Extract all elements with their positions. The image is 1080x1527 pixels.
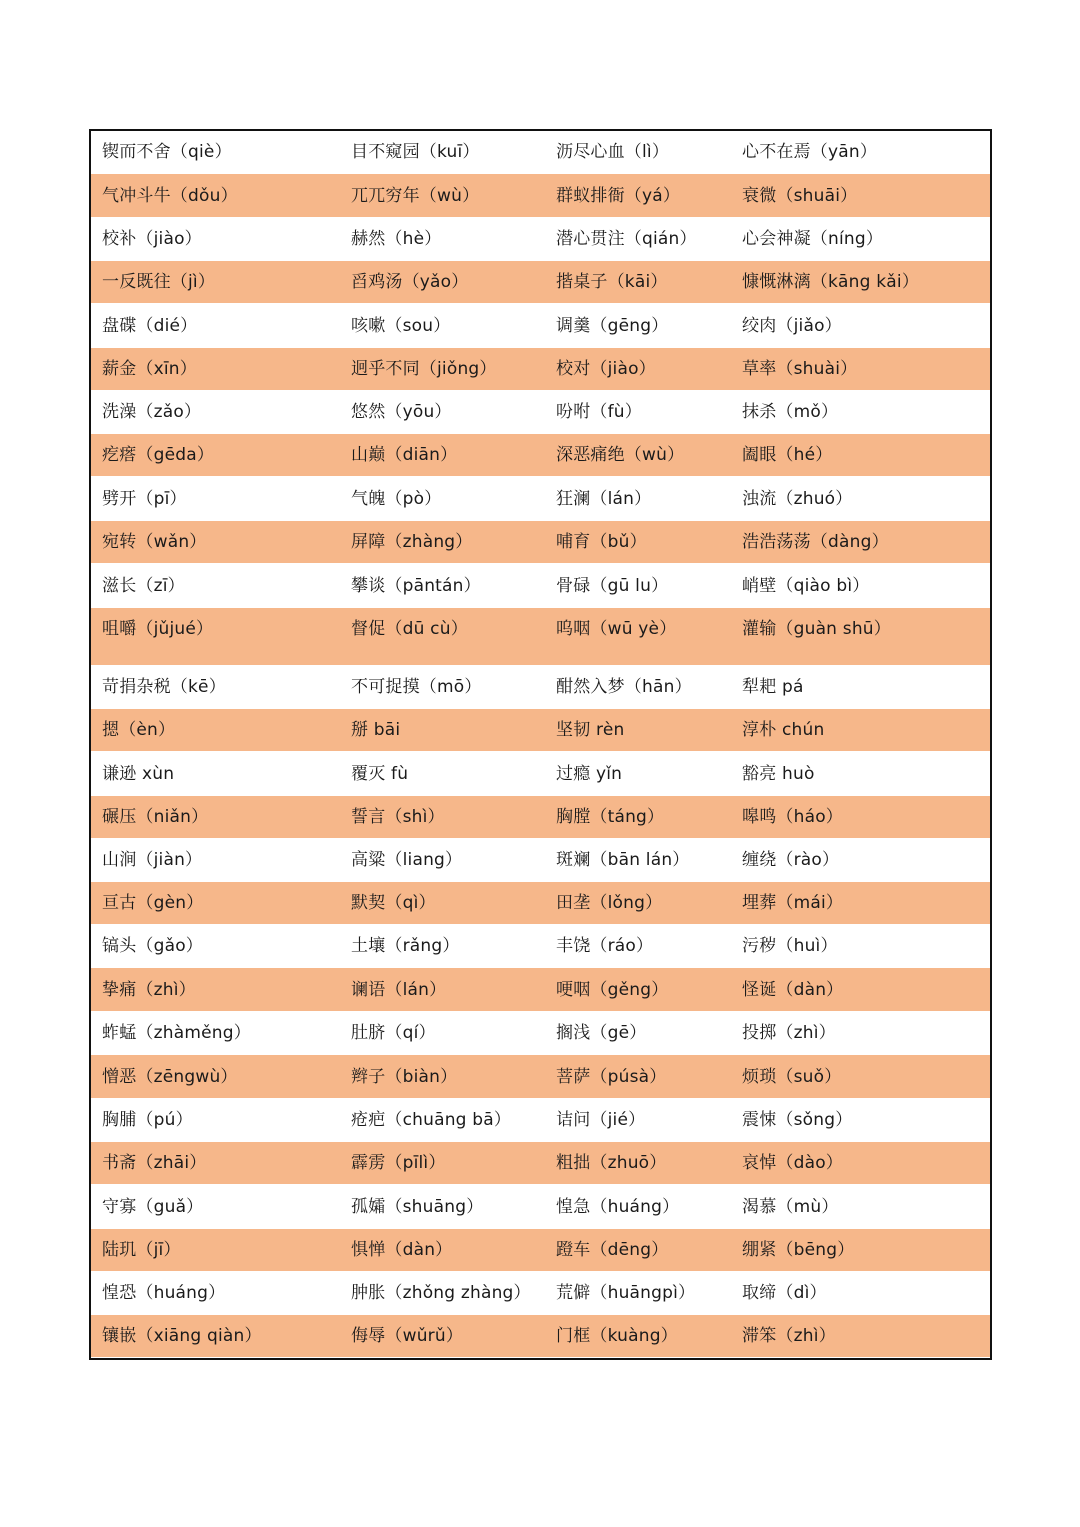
word-entry: 浩浩荡荡（dàng） <box>742 532 889 552</box>
word-entry: 污秽（huì） <box>742 936 838 956</box>
word-entry: 揩桌子（kāi） <box>556 272 668 292</box>
word-entry: 酣然入梦（hān） <box>556 677 692 697</box>
table-row <box>91 1099 990 1142</box>
word-entry: 渴慕（mù） <box>742 1196 839 1217</box>
word-entry: 劈开（pī） <box>102 488 187 509</box>
word-entry: 谦逊 xùn <box>102 763 175 784</box>
word-entry: 调羹（gēng） <box>556 315 669 336</box>
word-entry: 阖眼（hé） <box>742 445 833 465</box>
table-row <box>91 174 990 218</box>
word-entry: 惧惮（dàn） <box>351 1240 453 1260</box>
table-row <box>91 521 990 564</box>
word-entry: 门框（kuàng） <box>556 1326 678 1346</box>
table-row <box>91 608 990 666</box>
word-entry: 慷慨淋漓（kāng kǎi） <box>742 272 920 292</box>
word-entry: 斑斓（bān lán） <box>556 850 690 870</box>
word-entry: 心不在焉（yān） <box>742 142 878 162</box>
word-entry: 肿胀（zhǒng zhàng） <box>351 1283 531 1303</box>
table-row <box>91 1012 990 1055</box>
word-entry: 肚脐（qí） <box>351 1023 436 1043</box>
word-entry: 沥尽心血（lì） <box>556 142 670 162</box>
word-entry: 舀鸡汤（yǎo） <box>351 272 469 292</box>
word-entry: 埋葬（mái） <box>742 893 844 913</box>
word-entry: 灌输（guàn shū） <box>742 619 891 639</box>
word-entry: 咀嚼（jǔjué） <box>102 619 214 639</box>
word-entry: 缠绕（rào） <box>742 850 840 870</box>
word-entry: 吩咐（fù） <box>556 402 642 422</box>
word-entry: 投掷（zhì） <box>742 1023 836 1043</box>
word-entry: 草率（shuài） <box>742 359 858 379</box>
table-row <box>91 1315 990 1358</box>
word-entry: 校补（jiào） <box>102 229 202 249</box>
word-entry: 守寡（guǎ） <box>102 1196 204 1217</box>
word-entry: 宛转（wǎn） <box>102 532 207 552</box>
word-entry: 憎恶（zēngwù） <box>102 1066 238 1087</box>
word-entry: 书斋（zhāi） <box>102 1153 207 1173</box>
word-entry: 气魄（pò） <box>351 488 442 509</box>
word-entry: 嗥鸣（háo） <box>742 807 843 827</box>
table-row <box>91 968 990 1012</box>
word-entry: 滋长（zī） <box>102 575 185 596</box>
word-entry: 荒僻（huāngpì） <box>556 1283 696 1303</box>
word-entry: 淳朴 chún <box>742 720 825 740</box>
table-row <box>91 477 990 521</box>
word-entry: 洗澡（zǎo） <box>102 402 202 422</box>
word-entry: 屏障（zhàng） <box>351 532 473 552</box>
table-row <box>91 752 990 796</box>
word-entry: 田垄（lǒng） <box>556 893 663 913</box>
word-entry: 山涧（jiàn） <box>102 850 203 870</box>
table-row <box>91 218 990 261</box>
word-entry: 掰 bāi <box>351 720 401 740</box>
word-entry: 薪金（xīn） <box>102 359 197 379</box>
word-entry: 山巅（diān） <box>351 445 458 465</box>
word-entry: 土壤（rǎng） <box>351 936 460 956</box>
word-entry: 取缔（dì） <box>742 1283 827 1303</box>
word-entry: 哀悼（dào） <box>742 1153 844 1173</box>
word-entry: 粗拙（zhuō） <box>556 1153 667 1173</box>
table-row <box>91 1142 990 1185</box>
word-entry: 惶急（huáng） <box>556 1196 680 1217</box>
vocabulary-table <box>89 129 992 1360</box>
word-entry: 誓言（shì） <box>351 807 445 827</box>
word-entry: 赫然（hè） <box>351 229 442 249</box>
word-entry: 霹雳（pīlì） <box>351 1153 446 1173</box>
word-entry: 气冲斗牛（dǒu） <box>102 185 238 206</box>
word-entry: 绷紧（bēng） <box>742 1240 855 1260</box>
word-entry: 菩萨（púsà） <box>556 1066 667 1087</box>
table-row <box>91 348 990 391</box>
word-entry: 摁（èn） <box>102 720 176 740</box>
table-row <box>91 434 990 477</box>
word-entry: 呜咽（wū yè） <box>556 619 677 639</box>
word-entry: 迥乎不同（jiǒng） <box>351 359 497 379</box>
word-entry: 督促（dū cù） <box>351 619 468 639</box>
table-row <box>91 1055 990 1099</box>
word-entry: 侮辱（wǔrǔ） <box>351 1326 464 1346</box>
word-entry: 胸脯（pú） <box>102 1110 193 1130</box>
word-entry: 校对（jiào） <box>556 359 656 379</box>
word-entry: 哺育（bǔ） <box>556 532 647 552</box>
word-entry: 蹬车（dēng） <box>556 1240 669 1260</box>
word-entry: 坚韧 rèn <box>556 720 625 740</box>
word-entry: 犁耙 pá <box>742 677 804 697</box>
word-entry: 一反既往（jì） <box>102 272 216 292</box>
word-entry: 攀谈（pāntán） <box>351 575 481 596</box>
word-entry: 烦琐（suǒ） <box>742 1066 842 1087</box>
word-entry: 碾压（niǎn） <box>102 807 209 827</box>
table-row <box>91 1272 990 1315</box>
word-entry: 诘问（jié） <box>556 1110 646 1130</box>
word-entry: 蚱蜢（zhàměng） <box>102 1023 251 1043</box>
table-row <box>91 261 990 304</box>
word-entry: 兀兀穷年（wù） <box>351 185 480 206</box>
word-entry: 疙瘩（gēda） <box>102 445 215 465</box>
word-entry: 苛捐杂税（kē） <box>102 677 226 697</box>
word-entry: 亘古（gèn） <box>102 893 204 913</box>
word-entry: 狂澜（lán） <box>556 488 652 509</box>
word-entry: 锲而不舍（qiè） <box>102 142 232 162</box>
table-row <box>91 391 990 434</box>
word-entry: 滞笨（zhì） <box>742 1326 836 1346</box>
word-entry: 惶恐（huáng） <box>102 1283 226 1303</box>
table-row <box>91 925 990 968</box>
table-row <box>91 666 990 709</box>
word-entry: 深恶痛绝（wù） <box>556 445 685 465</box>
word-entry: 潜心贯注（qián） <box>556 229 697 249</box>
table-row <box>91 304 990 348</box>
word-entry: 镐头（gǎo） <box>102 936 204 956</box>
word-entry: 绞肉（jiǎo） <box>742 315 842 336</box>
table-row <box>91 709 990 752</box>
word-entry: 不可捉摸（mō） <box>351 677 482 697</box>
table-row <box>91 882 990 925</box>
word-entry: 覆灭 fù <box>351 763 409 784</box>
word-entry: 震悚（sǒng） <box>742 1110 853 1130</box>
word-entry: 过瘾 yǐn <box>556 763 623 784</box>
word-entry: 骨碌（gū lu） <box>556 575 669 596</box>
word-entry: 孤孀（shuāng） <box>351 1196 484 1217</box>
word-entry: 默契（qì） <box>351 893 436 913</box>
word-entry: 丰饶（ráo） <box>556 936 654 956</box>
word-entry: 悠然（yōu） <box>351 402 452 422</box>
word-entry: 咳嗽（sou） <box>351 315 451 336</box>
word-entry: 疮疤（chuāng bā） <box>351 1110 512 1130</box>
word-entry: 胸膛（táng） <box>556 807 665 827</box>
word-entry: 怪诞（dàn） <box>742 979 844 1000</box>
word-entry: 盘碟（dié） <box>102 315 198 336</box>
table-row <box>91 131 990 174</box>
word-entry: 衰微（shuāi） <box>742 185 858 206</box>
word-entry: 辫子（biàn） <box>351 1066 458 1087</box>
table-row <box>91 1229 990 1272</box>
word-entry: 豁亮 huò <box>742 763 815 784</box>
word-entry: 哽咽（gěng） <box>556 979 669 1000</box>
word-entry: 高粱（liang） <box>351 850 463 870</box>
word-entry: 峭壁（qiào bì） <box>742 575 870 596</box>
word-entry: 浊流（zhuó） <box>742 488 853 509</box>
word-entry: 挚痛（zhì） <box>102 979 196 1000</box>
word-entry: 群蚁排衙（yá） <box>556 185 681 206</box>
table-row <box>91 564 990 608</box>
table-row <box>91 796 990 839</box>
word-entry: 陆玑（jī） <box>102 1240 181 1260</box>
table-row <box>91 1185 990 1229</box>
word-entry: 抹杀（mǒ） <box>742 402 839 422</box>
word-entry: 心会神凝（níng） <box>742 229 884 249</box>
word-entry: 镶嵌（xiāng qiàn） <box>102 1326 262 1346</box>
word-entry: 目不窥园（kuī） <box>351 142 480 162</box>
table-row <box>91 839 990 882</box>
word-entry: 搁浅（gē） <box>556 1023 647 1043</box>
word-entry: 谰语（lán） <box>351 979 447 1000</box>
